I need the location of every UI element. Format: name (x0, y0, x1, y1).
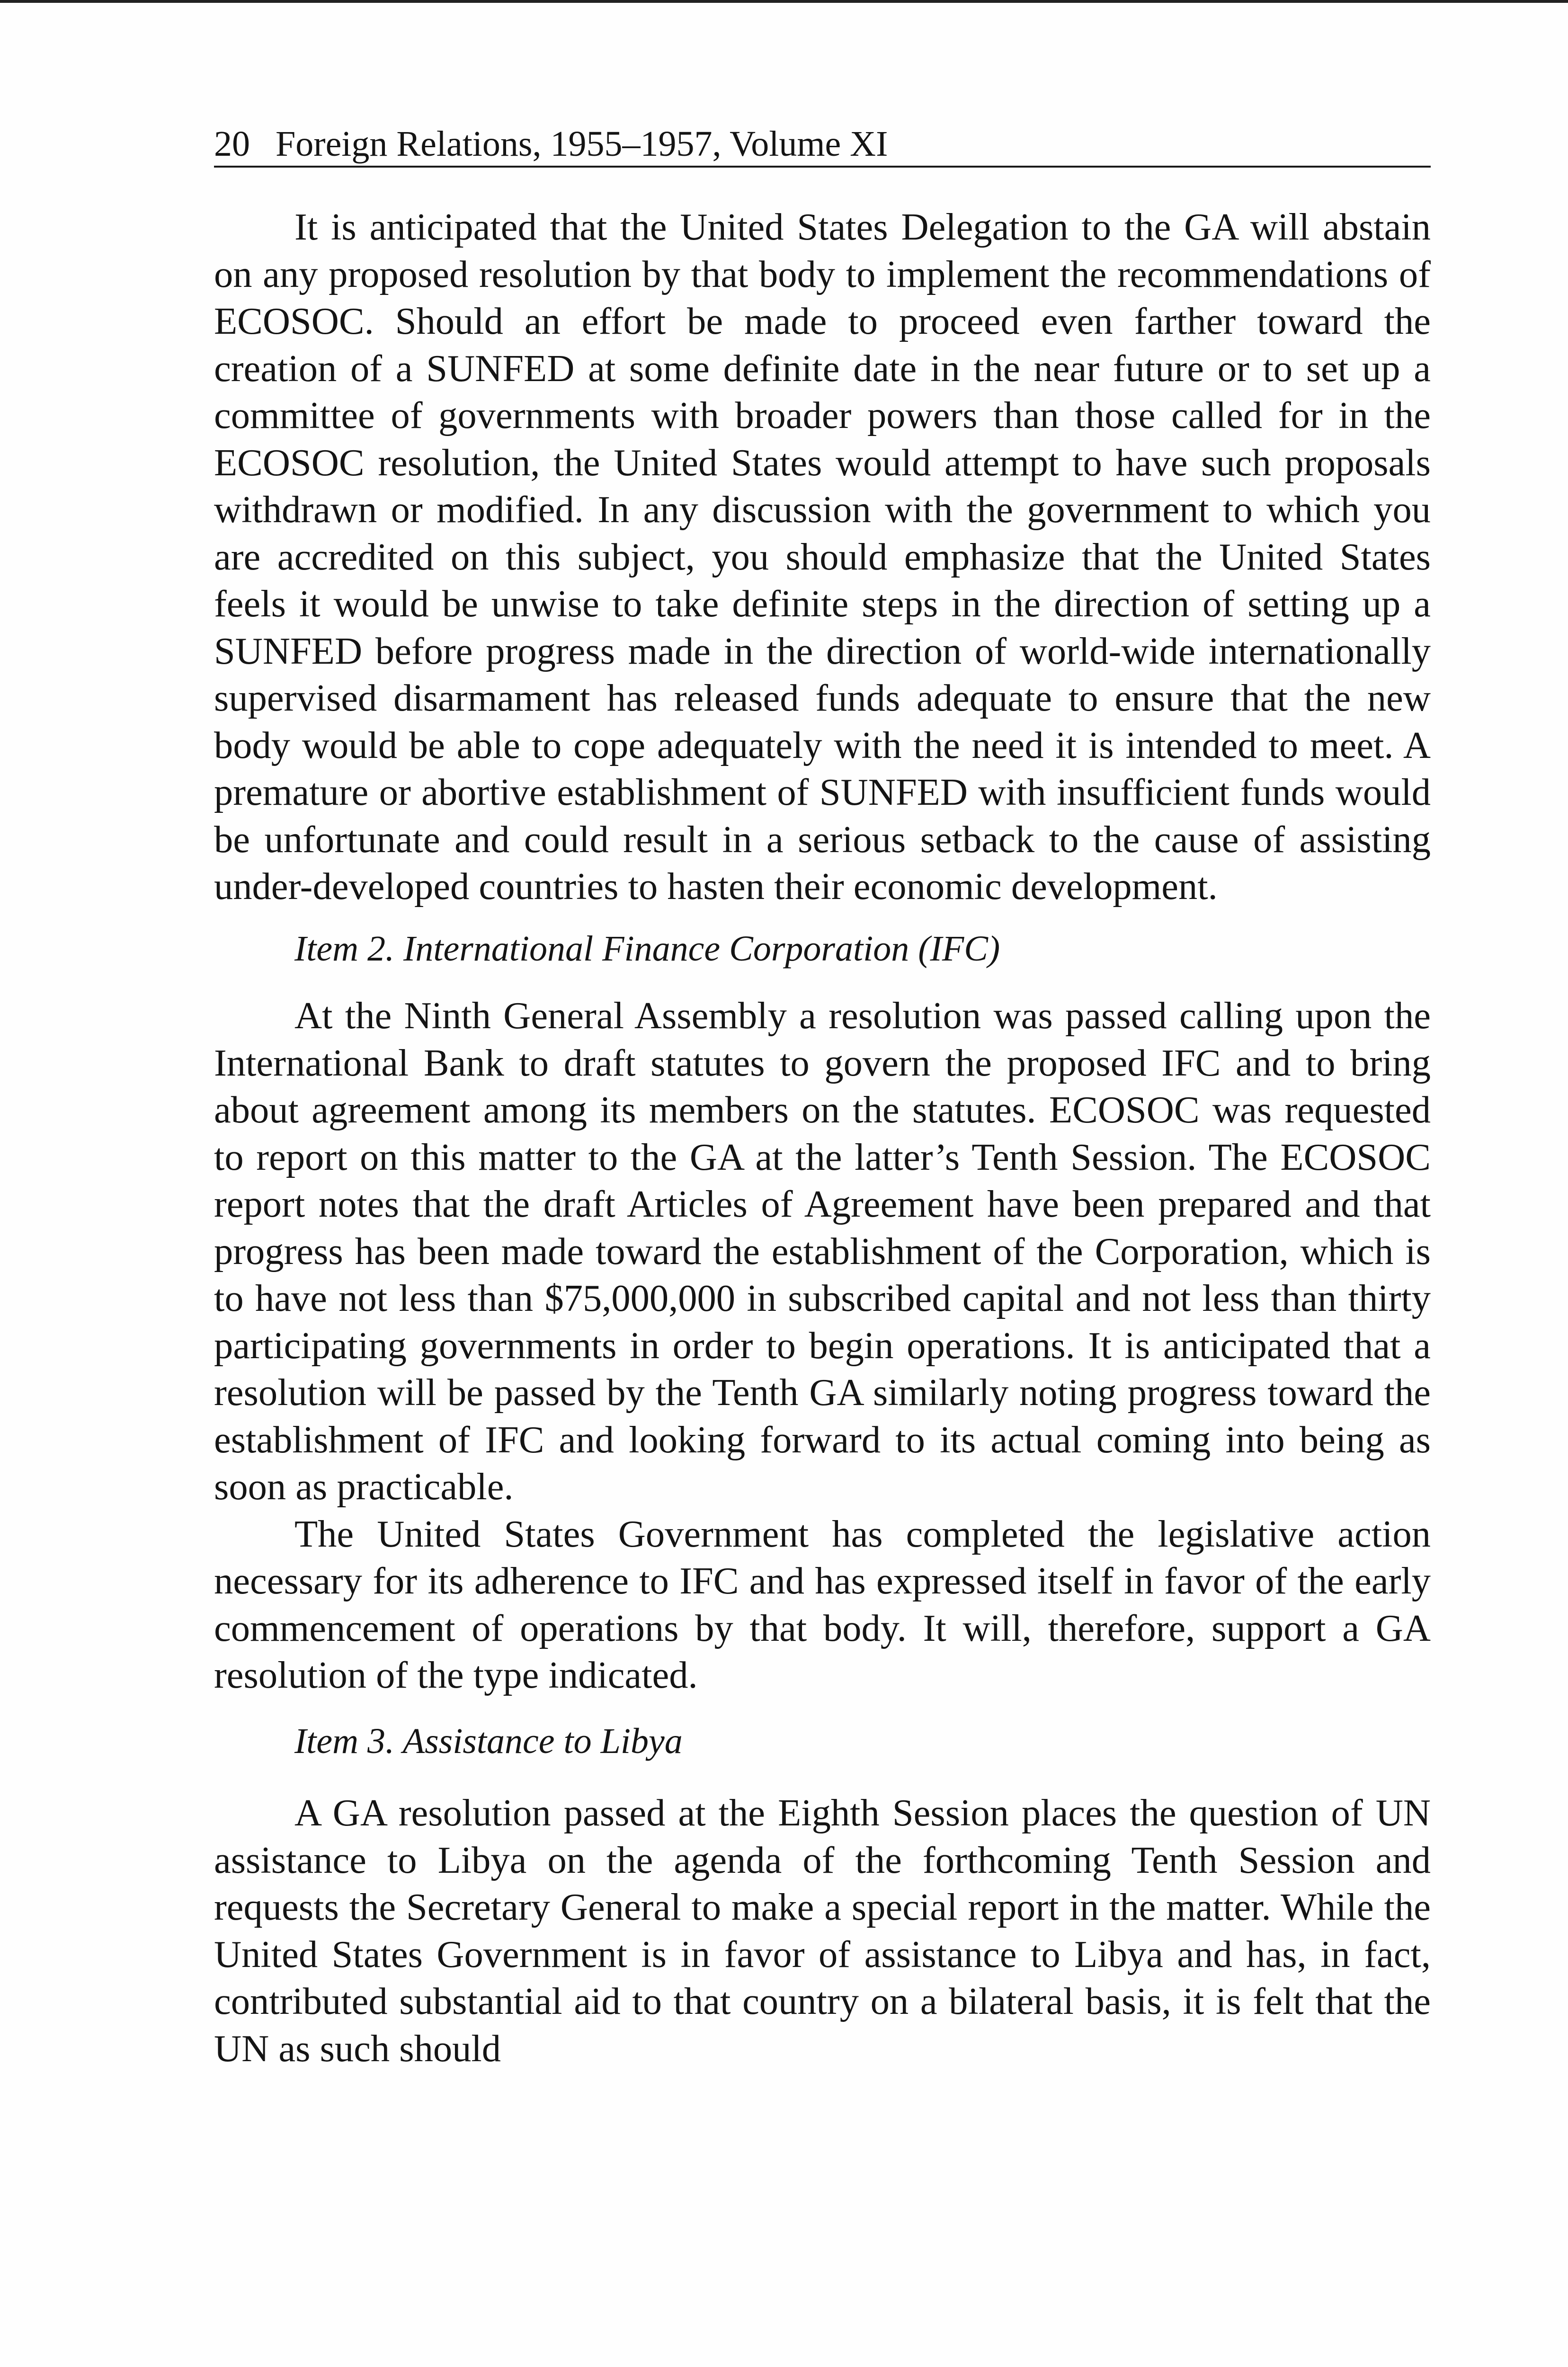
running-title: Foreign Relations, 1955–1957, Volume XI (276, 124, 888, 164)
heading-item-3: Item 3. Assistance to Libya (294, 1721, 683, 1761)
paragraph-libya: A GA resolution passed at the Eighth Session places the question of UN assistance to Libya on the agenda of the forthcoming Tenth Session and requests the Secretary General to make a special report in the matter. While the United States Government is in favor of assistance to Libya and has, in fact, contributed substantial aid to that country on a bilateral basis, it is felt that the UN as such should (214, 1792, 1431, 2070)
scan-top-edge (0, 0, 1568, 3)
page-number: 20 (214, 124, 250, 164)
running-header (214, 122, 1431, 168)
heading-item-2: Item 2. International Finance Corporation (IFC) (294, 928, 1000, 969)
paragraph-ifc-resolution: At the Ninth General Assembly a resolution was passed calling upon the International Bank to draft statutes to govern the proposed IFC and to bring about agreement among its members on the statutes. ECOSOC was requested to report on this matter to the GA at the latter’s Tenth Session. The ECOSOC report notes that the draft Articles of Agreement have been prepared and that progress has been made toward the establishment of the Corporation, which is to have not less than $75,000,000 in subscribed capital and not less than thirty participating governments in order to begin operations. It is anticipated that a resolution will be passed by the Tenth GA similarly noting progress toward the establishment of IFC and looking forward to its actual coming into being as soon as practicable. (214, 995, 1431, 1508)
paragraph-ifc-us-position: The United States Government has completed the legislative action necessary for its adherence to IFC and has expressed itself in favor of the early commencement of operations by that body. It will, therefore, support a GA resolution of the type indicated. (214, 1513, 1431, 1696)
body-text (214, 204, 1431, 2072)
paragraph-sunfed: It is anticipated that the United States Delegation to the GA will abstain on any proposed resolution by that body to implement the recommendations of ECOSOC. Should an effort be made to proceed even farther toward the creation of a SUNFED at some definite date in the near future or to set up a committee of governments with broader powers than those called for in the ECOSOC resolution, the United States would attempt to have such proposals withdrawn or modified. In any discussion with the government to which you are accredited on this subject, you should emphasize that the United States feels it would be unwise to take definite steps in the direction of setting up a SUNFED before progress made in the direction of world-wide internationally supervised disarmament has released funds adequate to ensure that the new body would be able to cope adequately with the need it is intended to meet. A premature or abortive establishment of SUNFED with insufficient funds would be unfortunate and could result in a serious setback to the cause of assisting under-developed countries to hasten their economic development. (214, 206, 1431, 908)
